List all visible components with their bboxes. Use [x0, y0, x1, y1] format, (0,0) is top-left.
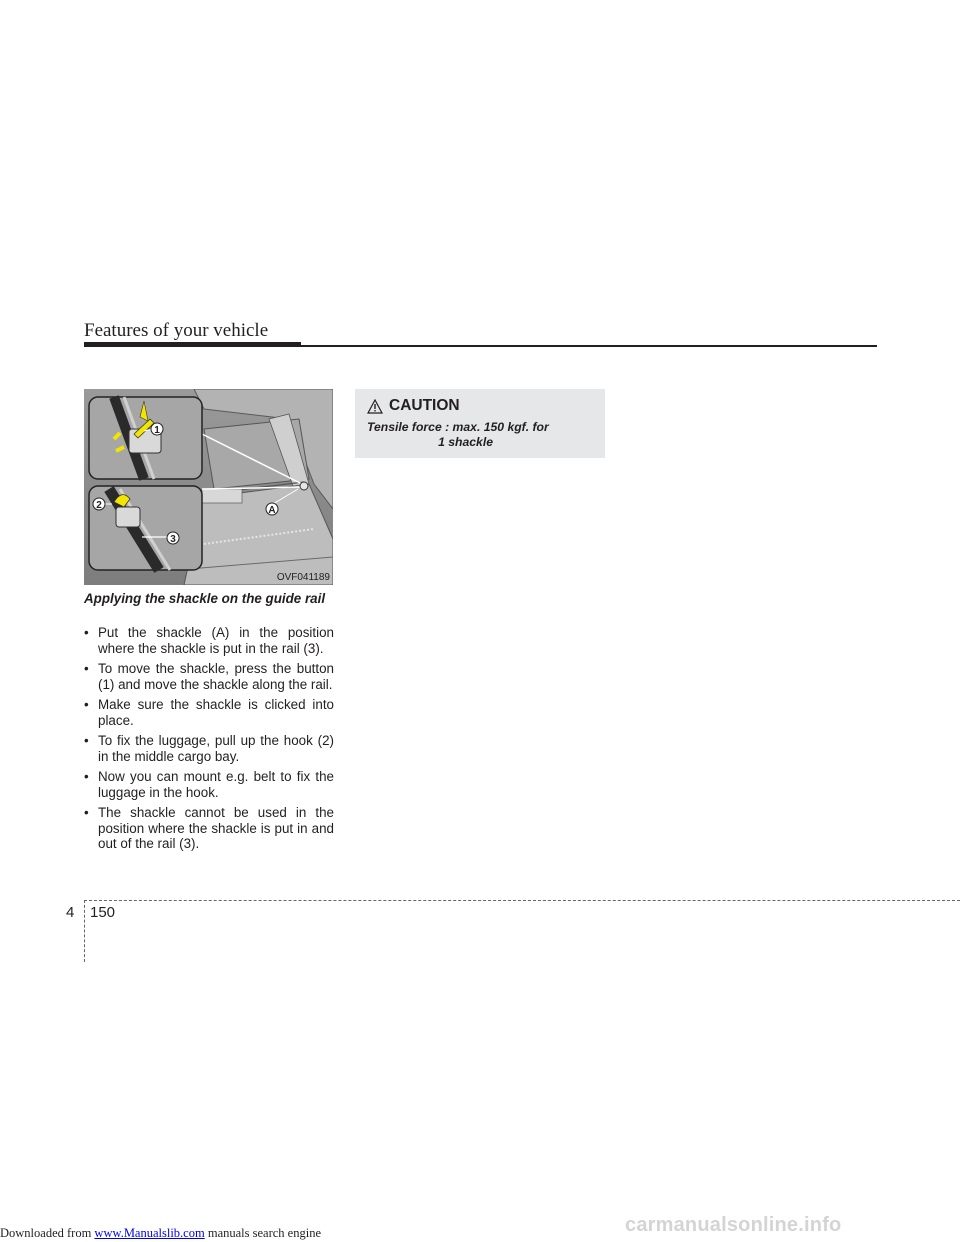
- manualslib-link[interactable]: www.Manualslib.com: [94, 1226, 205, 1240]
- list-item: • Now you can mount e.g. belt to fix the luggage in the hook.: [84, 769, 334, 800]
- page-number: 150: [90, 904, 116, 921]
- instruction-list: [84, 625, 334, 857]
- list-item: • To move the shackle, press the button (1) and move the shackle along the rail.: [84, 661, 334, 692]
- cargo-area-drawing: [84, 389, 333, 585]
- bullet-icon: •: [84, 697, 89, 712]
- list-item: • The shackle cannot be used in the position where the shackle is put in and out of the rail (3).: [84, 805, 334, 851]
- header-rule-thick: [84, 342, 301, 347]
- svg-text:1: 1: [154, 425, 160, 436]
- caution-title: CAUTION: [389, 397, 460, 414]
- bullet-icon: •: [84, 661, 89, 676]
- svg-text:A: A: [268, 505, 276, 516]
- svg-text:3: 3: [170, 534, 176, 545]
- shackle-illustration: [84, 389, 333, 585]
- bullet-icon: •: [84, 733, 89, 748]
- caution-text: Tensile force : max. 150 kgf. for 1 shackle: [367, 420, 549, 449]
- bullet-icon: •: [84, 625, 89, 640]
- warning-triangle-icon: [367, 399, 383, 414]
- bullet-icon: •: [84, 805, 89, 820]
- watermark: carmanualsonline.info: [625, 1214, 842, 1236]
- section-header-title: Features of your vehicle: [84, 320, 269, 341]
- footer-dashed-rule: [84, 900, 960, 901]
- section-subheading: Applying the shackle on the guide rail: [84, 591, 326, 606]
- figure-code: OVF041189: [276, 572, 330, 583]
- list-item: • Put the shackle (A) in the position where the shackle is put in the rail (3).: [84, 625, 334, 656]
- caution-box: [355, 389, 605, 458]
- chapter-number: 4: [66, 904, 75, 921]
- list-item: • To fix the luggage, pull up the hook (2) in the middle cargo bay.: [84, 733, 334, 764]
- footer-dashed-divider: [84, 900, 85, 962]
- caution-header: [367, 397, 460, 415]
- header-rule-thin: [301, 345, 877, 347]
- svg-text:2: 2: [96, 500, 102, 511]
- bullet-icon: •: [84, 769, 89, 784]
- download-footer: Downloaded from www.Manualslib.com manuals search engine: [0, 1226, 321, 1240]
- list-item: • Make sure the shackle is clicked into place.: [84, 697, 334, 728]
